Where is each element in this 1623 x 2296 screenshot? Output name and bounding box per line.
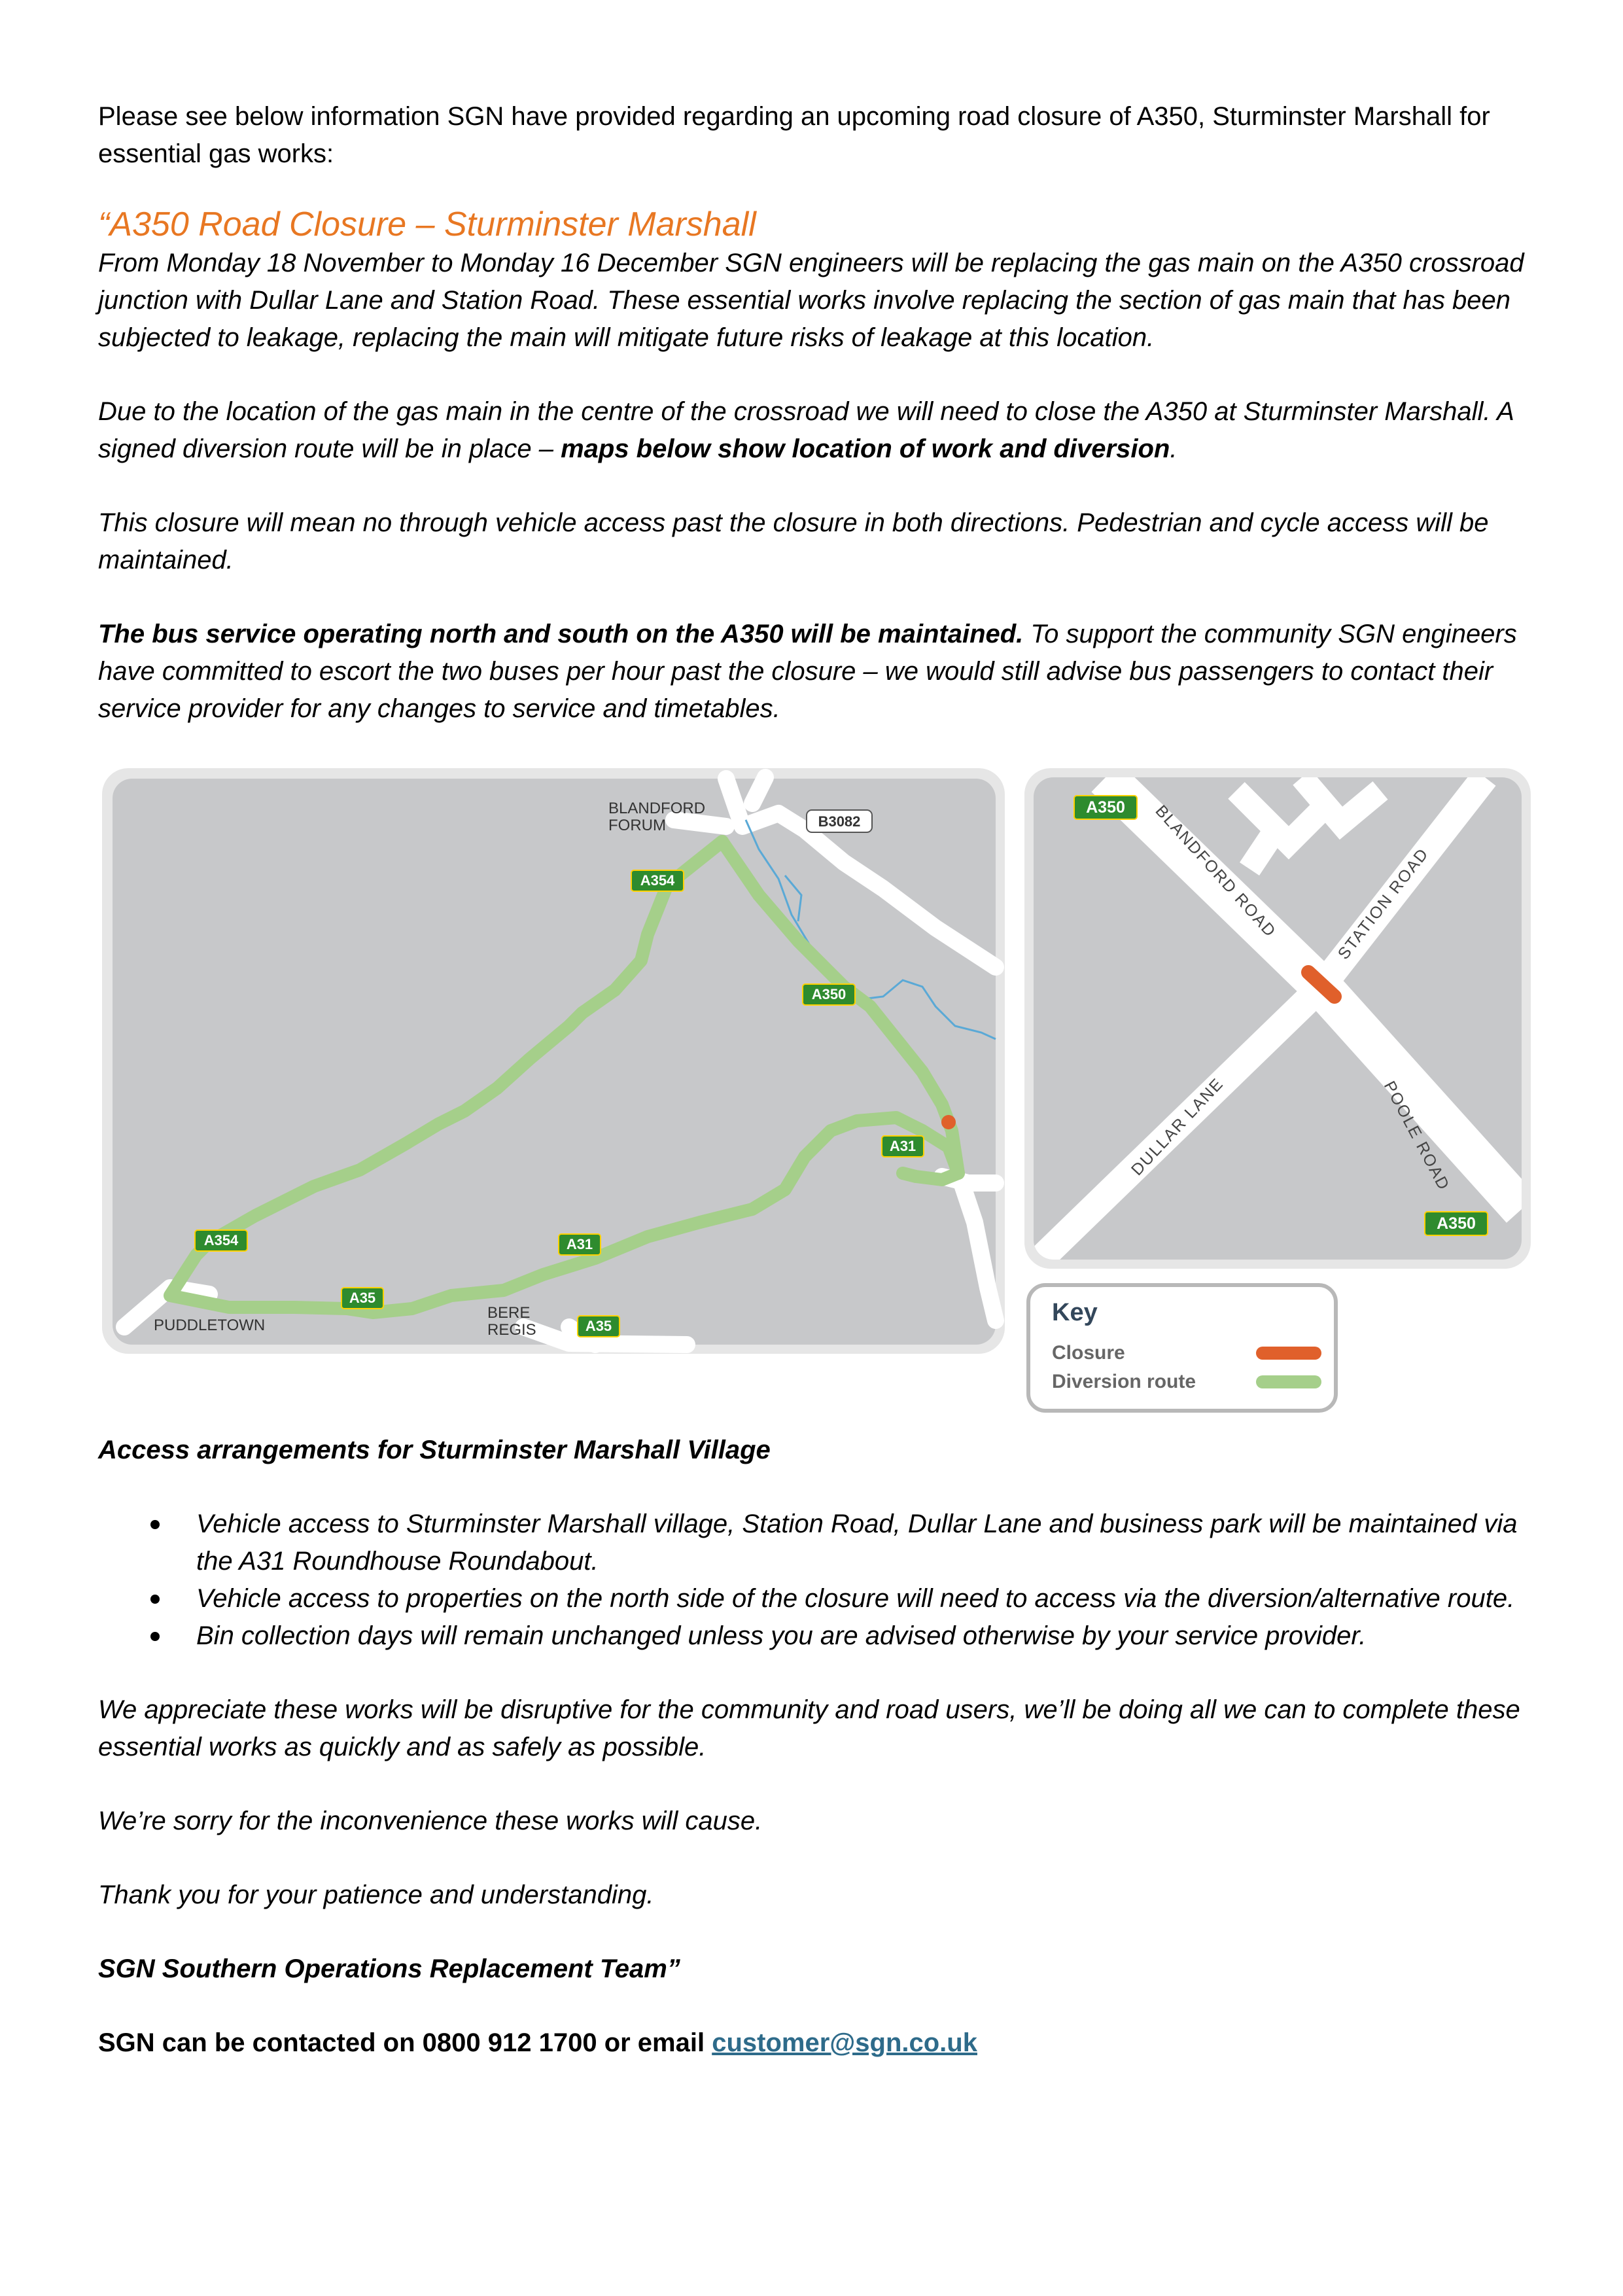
place-label: PUDDLETOWN (154, 1316, 266, 1334)
road-shield: A350 (1086, 798, 1125, 817)
intro-paragraph: Please see below information SGN have provided regarding an upcoming road closure of A350, Sturminster Marshall for essential gas works: (98, 102, 1490, 168)
letter-page (98, 98, 1531, 2062)
contact-text: SGN can be contacted on 0800 912 1700 or email (98, 2028, 712, 2057)
signoff: SGN Southern Operations Replacement Team” (98, 1954, 680, 1983)
works-paragraph: From Monday 18 November to Monday 16 December SGN engineers will be replacing the gas main on the A350 crossroad junction with Dullar Lane and Station Road. These essential works involve replacing the section of gas main that has been subjected to leakage, replacing the main will mitigate future risks of leakage at this location. (98, 249, 1524, 352)
diversion-paragraph (98, 393, 1531, 468)
map-key (1028, 1285, 1336, 1411)
road-shield: A354 (640, 872, 675, 889)
overview-map (102, 768, 1005, 1354)
contact-line (98, 2024, 1531, 2062)
access-list (98, 1506, 1531, 1655)
road-shield: A35 (585, 1318, 612, 1334)
list-item: Vehicle access to properties on the north side of the closure will need to access via the diversion/alternative route. (98, 1580, 1531, 1617)
thanks-paragraph: Thank you for your patience and understanding. (98, 1881, 654, 1909)
maps-svg (98, 764, 1531, 1419)
sorry-paragraph: We’re sorry for the inconvenience these works will cause. (98, 1807, 763, 1835)
key-diversion-label: Diversion route (1052, 1371, 1196, 1392)
bus-paragraph (98, 616, 1531, 728)
diversion-text: Due to the location of the gas main in the centre of the crossroad we will need to close the A350 at Sturminster Marshall. A signed diversion route will be in place – (98, 397, 1514, 463)
road-name: BLANDFORD ROAD (1151, 802, 1280, 942)
place-label: FORUM (608, 817, 666, 834)
diversion-end: . (1170, 434, 1178, 463)
road-name: POOLE ROAD (1380, 1078, 1454, 1194)
road-name: DULLAR LANE (1127, 1074, 1227, 1180)
road-shield: A35 (349, 1290, 376, 1306)
list-item: Bin collection days will remain unchanged unless you are advised otherwise by your service provider. (98, 1617, 1531, 1655)
road-shield: A350 (1437, 1214, 1476, 1233)
bus-note: The bus service operating north and south on the A350 will be maintained. (98, 620, 1024, 648)
road-shield: A31 (566, 1236, 593, 1252)
place-label: BERE (487, 1304, 531, 1322)
bus-text: To support the community SGN engineers have committed to escort the two buses per hour past the closure – we would still advise bus passengers to contact their service provider for any changes to service and timetables. (98, 620, 1517, 723)
place-label: BLANDFORD (608, 800, 706, 817)
email-link[interactable]: customer@sgn.co.uk (712, 2028, 977, 2057)
apology-paragraph: We appreciate these works will be disruptive for the community and road users, we’ll be doing all we can to complete these essential works as quickly and as safely as possible. (98, 1695, 1520, 1761)
key-closure-label: Closure (1052, 1342, 1125, 1364)
detail-map (1024, 768, 1531, 1269)
access-heading: Access arrangements for Sturminster Marshall Village (98, 1436, 771, 1464)
access-paragraph: This closure will mean no through vehicle access past the closure in both directions. Pedestrian and cycle access will be maintained. (98, 508, 1489, 574)
key-title: Key (1052, 1299, 1098, 1326)
maps-note: maps below show location of work and diversion (561, 434, 1170, 463)
list-item: Vehicle access to Sturminster Marshall village, Station Road, Dullar Lane and business park will be maintained via the A31 Roundhouse Roundabout. (98, 1506, 1531, 1580)
closure-heading: “A350 Road Closure – Sturminster Marshall (98, 205, 756, 243)
closure-marker (941, 1115, 956, 1129)
road-b-label: B3082 (818, 813, 861, 830)
road-shield: A354 (203, 1232, 239, 1248)
place-label: REGIS (487, 1321, 536, 1339)
maps-figure (98, 764, 1531, 1419)
road-name: STATION ROAD (1334, 844, 1433, 963)
road-shield: A31 (889, 1138, 916, 1154)
road-shield: A350 (811, 986, 846, 1002)
